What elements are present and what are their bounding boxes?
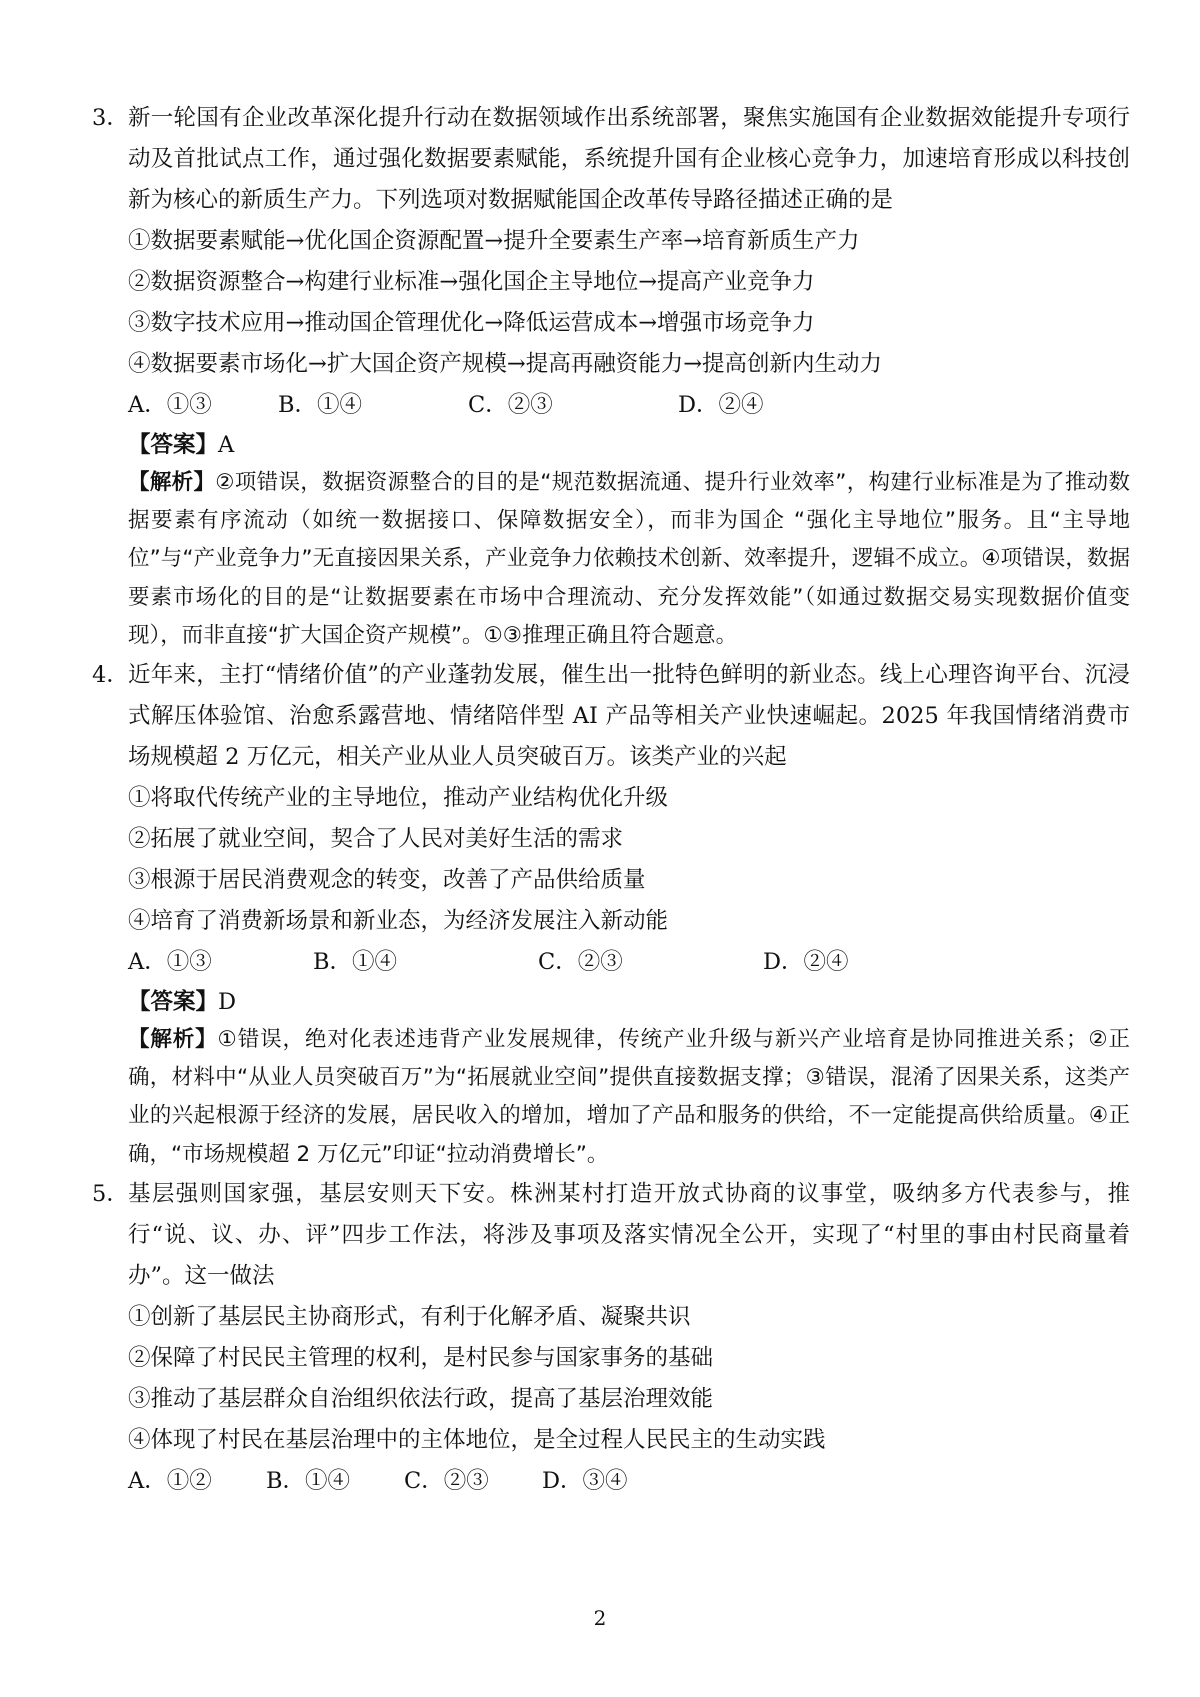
answer-choices (128, 942, 1130, 983)
answer-label: 【答案】 (128, 989, 219, 1016)
answer-value: D (218, 989, 237, 1016)
choice-b: B．①④ (313, 949, 398, 976)
choice-c: C．②③ (468, 392, 553, 418)
statement-3: ③推动了基层群众自治组织依法行政，提高了基层治理效能 (128, 1385, 714, 1412)
answer-value: A (218, 432, 235, 458)
question-text: 新一轮国有企业改革深化提升行动在数据领域作出系统部署，聚焦实施国有企业数据效能提升专项行动及首批试点工作，通过强化数据要素赋能，系统提升国有企业核心竞争力，加速培育形成以科技创新为核心的新质生产力。下列选项对数据赋能国企改革传导路径描述正确的是 (128, 105, 1130, 213)
statement-4: ④数据要素市场化→扩大国企资产规模→提高再融资能力→提高创新内生动力 (128, 351, 883, 377)
question-text: 近年来，主打“情绪价值”的产业蓬勃发展，催生出一批特色鲜明的新业态。线上心理咨询平台、沉浸式解压体验馆、治愈系露营地、情绪陪伴型 AI 产品等相关产业快速崛起。2025 年我国情绪消费市场规模超 2 万亿元，相关产业从业人员突破百万。该类产业的兴起 (128, 662, 1130, 771)
statement-2: ②保障了村民民主管理的权利，是村民参与国家事务的基础 (128, 1344, 714, 1371)
choice-c: C．②③ (538, 949, 623, 976)
question-text: 基层强则国家强，基层安则天下安。株洲某村打造开放式协商的议事堂，吸纳多方代表参与，推行“说、议、办、评”四步工作法，将涉及事项及落实情况全公开，实现了“村里的事由村民商量着办”。这一做法 (128, 1180, 1130, 1289)
choice-a: A．①③ (128, 392, 212, 418)
question-number: 5． (92, 1180, 129, 1207)
choice-d: D．②④ (763, 949, 849, 976)
statement-1: ①数据要素赋能→优化国企资源配置→提升全要素生产率→培育新质生产力 (128, 228, 860, 254)
question-stem (92, 1174, 1130, 1297)
answer-choices (128, 1461, 1130, 1502)
question-5 (92, 1174, 1130, 1502)
analysis-paragraph (128, 1021, 1130, 1174)
analysis-text: ②项错误，数据资源整合的目的是“规范数据流通、提升行业效率”，构建行业标准是为了推动数据要素有序流动（如统一数据接口、保障数据安全），而非为国企 “强化主导地位”服务。且“主导地位”与“产业竞争力”无直接因果关系，产业竞争力依赖技术创新、效率提升，逻辑不成立。④项错误，数据要素市场化的目的是“让数据要素在市场中合理流动、充分发挥效能”（如通过数据交易实现数据价值变现），而非直接“扩大国企资产规模”。①③推理正确且符合题意。 (128, 470, 1130, 648)
answer-choices (128, 385, 1130, 426)
page-number: 2 (593, 1606, 607, 1630)
choice-d: D．③④ (542, 1467, 628, 1494)
statement-1: ①将取代传统产业的主导地位，推动产业结构优化升级 (128, 785, 669, 812)
choice-d: D．②④ (678, 392, 764, 418)
analysis-text: ①错误，绝对化表述违背产业发展规律，传统产业升级与新兴产业培育是协同推进关系；②正确，材料中“从业人员突破百万”为“拓展就业空间”提供直接数据支撑；③错误，混淆了因果关系，这类产业的兴起根源于经济的发展，居民收入的增加，增加了产品和服务的供给，不一定能提高供给质量。④正确，“市场规模超 2 万亿元”印证“拉动消费增长”。 (128, 1027, 1130, 1167)
statement-2: ②数据资源整合→构建行业标准→强化国企主导地位→提高产业竞争力 (128, 269, 815, 295)
choice-b: B．①④ (278, 392, 363, 418)
statement-4: ④体现了村民在基层治理中的主体地位，是全过程人民民主的生动实践 (128, 1426, 826, 1453)
statement-2: ②拓展了就业空间，契合了人民对美好生活的需求 (128, 826, 624, 853)
question-3 (92, 98, 1130, 655)
answer-line (128, 983, 1130, 1021)
analysis-paragraph (128, 464, 1130, 655)
choice-c: C．②③ (404, 1467, 489, 1494)
analysis-label: 【解析】 (128, 1027, 218, 1053)
question-4 (92, 655, 1130, 1174)
answer-line (128, 426, 1130, 464)
statement-3: ③数字技术应用→推动国企管理优化→降低运营成本→增强市场竞争力 (128, 310, 815, 336)
question-number: 4． (92, 662, 129, 689)
statement-1: ①创新了基层民主协商形式，有利于化解矛盾、凝聚共识 (128, 1303, 691, 1330)
choice-b: B．①④ (266, 1467, 351, 1494)
choice-a: A．①② (128, 1467, 212, 1494)
question-stem (92, 655, 1130, 778)
analysis-label: 【解析】 (128, 470, 216, 495)
question-stem (92, 98, 1130, 221)
statement-4: ④培育了消费新场景和新业态，为经济发展注入新动能 (128, 908, 669, 935)
statement-3: ③根源于居民消费观念的转变，改善了产品供给质量 (128, 867, 646, 894)
question-number: 3． (92, 105, 129, 131)
answer-label: 【答案】 (128, 432, 219, 458)
choice-a: A．①③ (128, 949, 212, 976)
